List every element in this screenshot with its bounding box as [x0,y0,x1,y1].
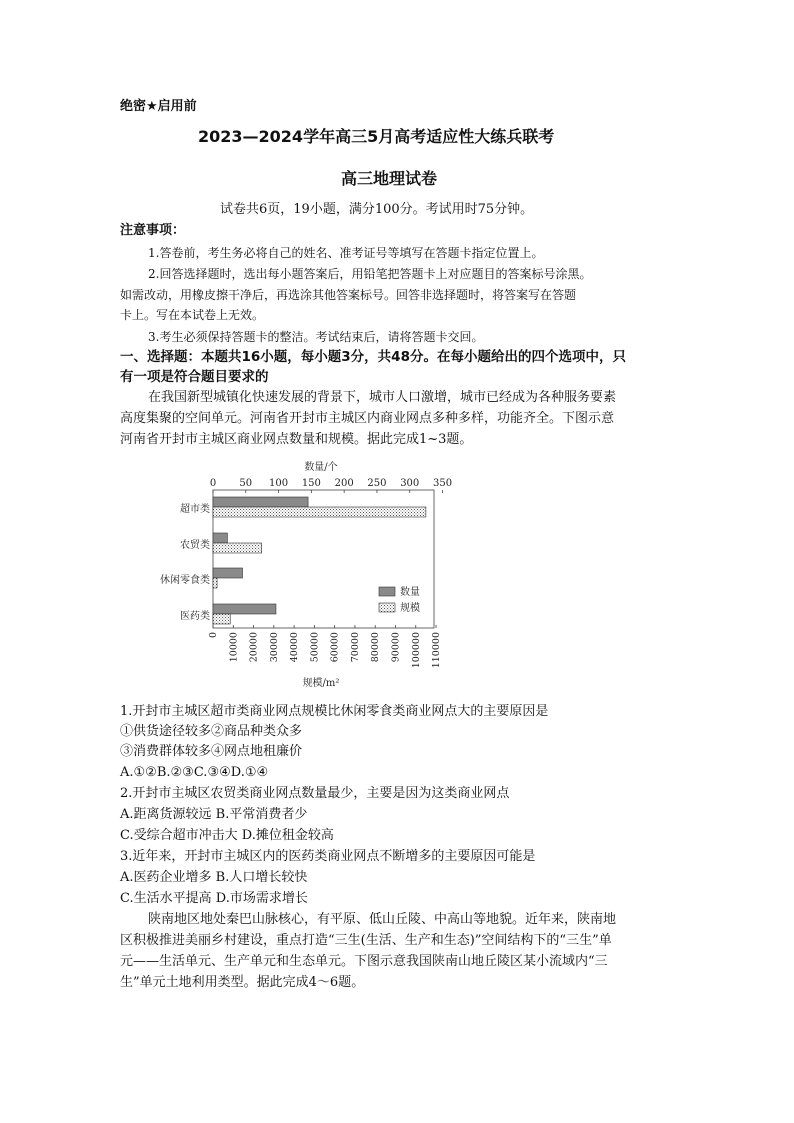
notice-line: 1.答卷前，考生务必将自己的姓名、准考证号等填写在答题卡指定位置上。 [148,246,544,260]
passage-line: 元——生活单元、生产单元和生态单元。下图示意我国陕南山地丘陵区某小流域内“三 [120,954,608,969]
notice-line: 如需改动，用橡皮擦干净后，再选涂其他答案标号。回答非选择题时，将答案写在答题 [120,288,577,302]
bar-quantity [213,604,276,614]
top-tick-label: 50 [239,478,253,489]
section-heading: 一、选择题：本题共16小题，每小题3分，共48分。在每小题给出的四个选项中，只 [120,349,626,365]
legend-label: 数量 [400,587,420,598]
question-2-stem: 2.开封市主城区农贸类商业网点数量最少，主要是因为这类商业网点 [120,786,510,801]
question-3-options: C.生活水平提高 D.市场需求增长 [120,891,308,906]
bottom-tick-label: 100000 [410,632,422,669]
paper-title: 高三地理试卷 [341,169,438,188]
top-axis-label: 数量/个 [304,462,338,473]
bar-scale [213,578,217,588]
bottom-tick-label: 0 [208,632,219,639]
top-tick-label: 100 [269,478,289,489]
bottom-tick-label: 30000 [268,632,280,663]
bar-scale [213,507,426,517]
bottom-tick-label: 20000 [248,632,260,663]
bar-quantity [213,497,308,507]
bottom-axis-label: 规模/m² [302,678,340,689]
bar-quantity [213,533,227,543]
question-2-options: C.受综合超市冲击大 D.摊位租金较高 [120,828,334,843]
section-heading: 有一项是符合题目要求的 [120,369,269,385]
notice-heading: 注意事项： [120,223,186,238]
legend-swatch-quantity [379,587,395,596]
top-tick-label: 350 [432,478,453,489]
question-2-options: A.距离货源较远 B.平常消费者少 [120,807,308,822]
notice-line: 3.考生必须保持答题卡的整洁。考试结束后，请将答题卡交回。 [148,330,484,344]
bottom-tick-label: 60000 [329,632,341,663]
exam-info: 试卷共6页，19小题，满分100分。考试用时75分钟。 [220,202,534,217]
top-tick-label: 200 [334,478,354,489]
question-1-options: A.①②B.②③C.③④D.①④ [120,765,269,780]
bottom-tick-label: 10000 [228,632,240,663]
top-tick-label: 0 [209,478,217,489]
notice-line: 2.回答选择题时，选出每小题答案后，用铅笔把答题卡上对应题目的答案标号涂黑。 [148,267,592,281]
passage-line: 生”单元土地利用类型。据此完成4～6题。 [120,975,365,990]
question-3-stem: 3.近年来，开封市主城区内的医药类商业网点不断增多的主要原因可能是 [120,849,536,864]
legend-label: 规模 [400,603,420,614]
top-tick-label: 150 [301,478,321,489]
question-3-options: A.医药企业增多 B.人口增长较快 [120,870,308,885]
bottom-tick-label: 110000 [431,632,443,669]
exam-title: 2023—2024学年高三5月高考适应性大练兵联考 [198,127,555,146]
bar-quantity [213,568,243,578]
category-label: 医药类 [180,611,210,622]
passage-line: 区积极推进美丽乡村建设，重点打造“三生(生活、生产和生态)”空间结构下的“三生”单 [120,933,612,948]
commercial-outlets-chart [160,458,458,693]
passage-line: 高度集聚的空间单元。河南省开封市主城区内商业网点多种多样，功能齐全。下图示意 [120,411,615,426]
question-1-statements: ①供货途径较多②商品种类众多 [120,724,303,739]
bottom-tick-label: 50000 [309,632,321,663]
passage-line: 河南省开封市主城区商业网点数量和规模。据此完成1~3题。 [120,432,473,447]
bottom-tick-label: 90000 [390,632,402,663]
bar-scale [213,614,230,624]
question-1-stem: 1.开封市主城区超市类商业网点规模比休闲零食类商业网点大的主要原因是 [120,704,549,719]
category-label: 超市类 [180,504,210,515]
notice-line: 卡上。写在本试卷上无效。 [120,308,265,322]
bottom-tick-label: 40000 [289,632,301,663]
passage-line: 在我国新型城镇化快速发展的背景下，城市人口激增，城市已经成为各种服务要素 [148,390,617,405]
passage-line: 陕南地区地处秦巴山脉核心，有平原、低山丘陵、中高山等地貌。近年来，陕南地 [148,912,617,927]
category-label: 休闲零食类 [160,575,210,586]
legend-swatch-scale [379,603,395,612]
question-1-statements: ③消费群体较多④网点地租廉价 [120,744,303,759]
top-tick-label: 250 [367,478,387,489]
secret-label: 绝密★启用前 [120,99,197,114]
category-label: 农贸类 [180,540,210,551]
top-tick-label: 300 [400,478,420,489]
bottom-tick-label: 70000 [349,632,361,663]
bottom-tick-label: 80000 [370,632,382,663]
bar-scale [213,543,262,553]
